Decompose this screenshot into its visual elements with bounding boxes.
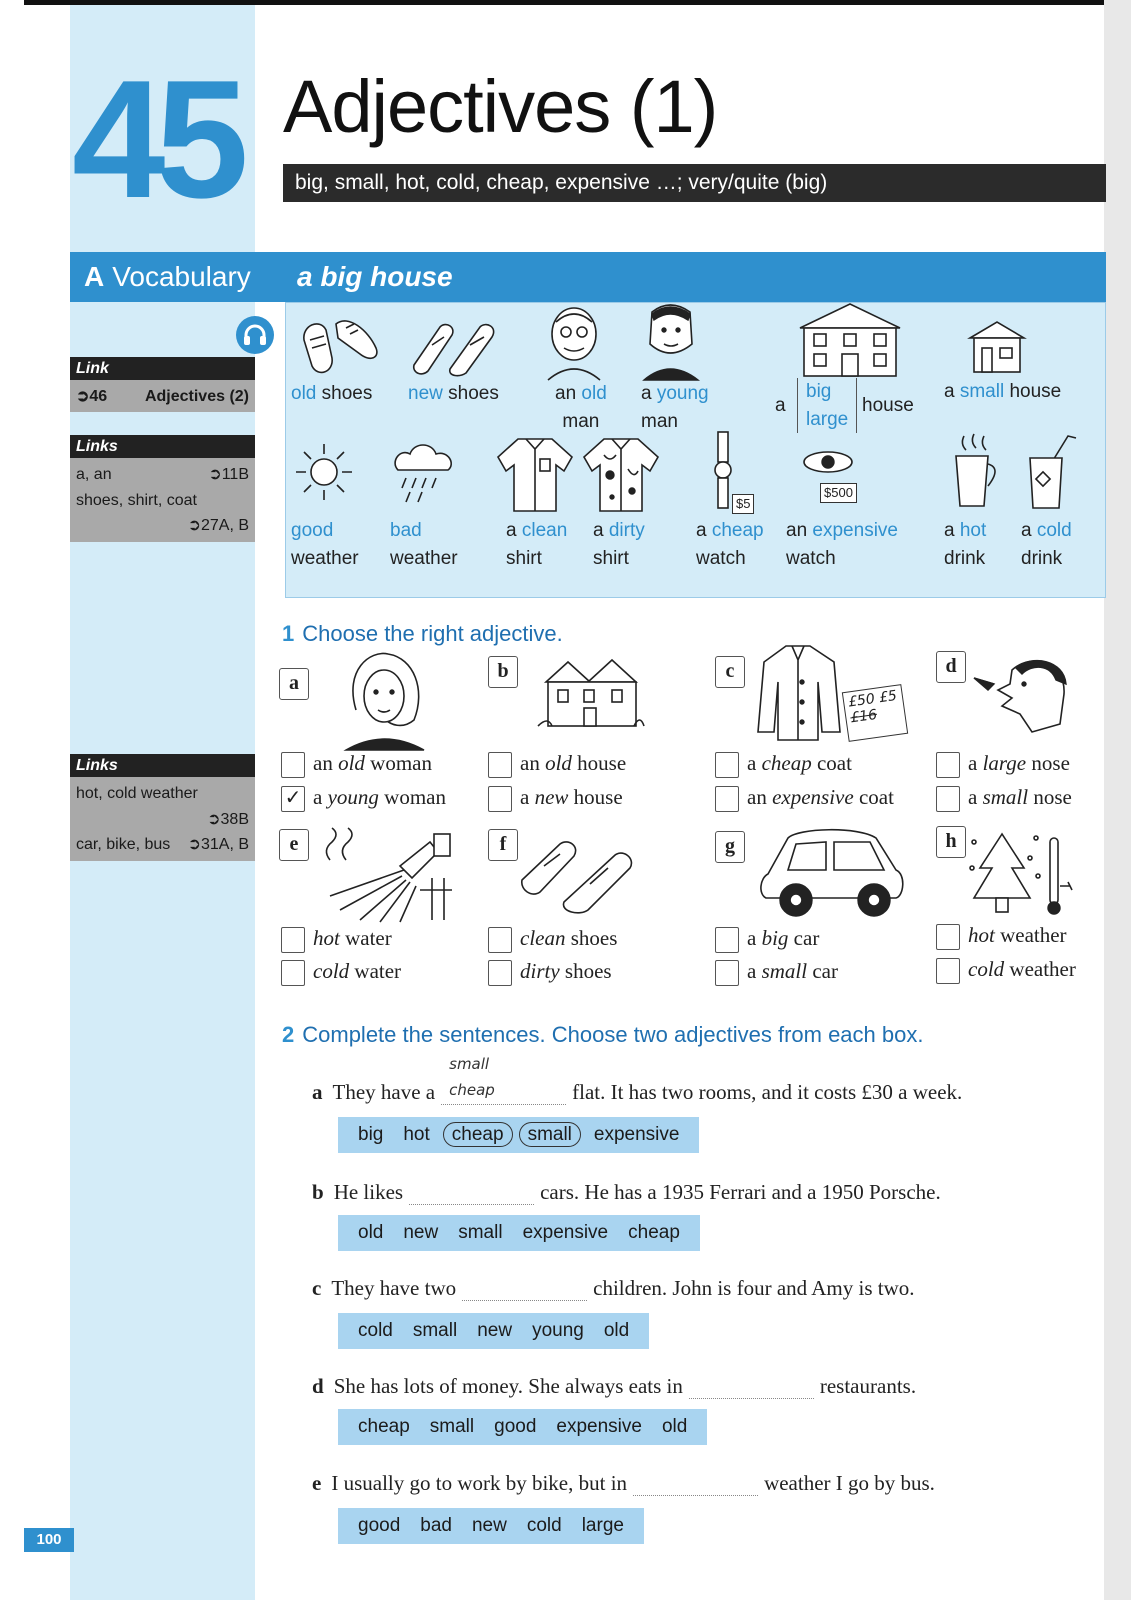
link-target-text: 31A, B [200, 836, 249, 854]
sentence-end: children. John is four and Amy is two. [593, 1276, 915, 1300]
expensive-watch-image [802, 448, 858, 484]
noun: house [577, 751, 627, 775]
adjective: big [761, 926, 789, 950]
noun: weather [1009, 957, 1076, 981]
adjective: clean [521, 520, 568, 541]
checkbox[interactable] [936, 786, 960, 812]
coat-price-tag [842, 684, 908, 742]
link-ref: car, bike, bus [76, 836, 171, 854]
checkbox[interactable] [488, 927, 512, 953]
sentence-a [312, 1055, 963, 1105]
article: an [747, 785, 767, 809]
option-g2[interactable] [715, 958, 838, 986]
word-box-b [338, 1215, 700, 1251]
link-ref: hot, cold weather [76, 785, 198, 802]
checkbox[interactable] [488, 752, 512, 778]
link-box-weather[interactable] [70, 777, 255, 861]
article: a [506, 520, 517, 541]
word-option: large [581, 1515, 624, 1536]
adjective: large [982, 751, 1027, 775]
item-letter-c: c [715, 656, 745, 688]
word-box-d [338, 1409, 707, 1445]
article: a [944, 520, 955, 541]
word-option: young [532, 1320, 584, 1341]
vocab-clean-shirt [506, 517, 567, 572]
word-option: cold [358, 1320, 393, 1341]
adjective: small [982, 785, 1029, 809]
shoes-image [520, 834, 638, 914]
checkbox[interactable] [488, 786, 512, 812]
option-e2[interactable] [281, 958, 401, 986]
small-house-image [966, 320, 1028, 374]
checkbox[interactable] [936, 958, 960, 984]
word-box-e [338, 1508, 644, 1544]
word-option: cold [526, 1515, 562, 1536]
price-tag: $500 [820, 483, 857, 503]
coat-image [756, 642, 846, 742]
word-option: old [661, 1416, 688, 1437]
adjective: small [959, 381, 1005, 402]
sentence-start: They have a [332, 1080, 436, 1104]
exercise-2-heading [282, 1022, 923, 1048]
adjective: cheap [711, 520, 764, 541]
link-box-nouns[interactable] [70, 458, 255, 542]
clean-shirt-image [496, 435, 574, 515]
handwritten-answer: cheap [449, 1081, 495, 1099]
checkbox[interactable] [936, 924, 960, 950]
exercise-number: 2 [282, 1022, 295, 1047]
noun: watch [786, 547, 836, 569]
young-man-image [640, 300, 702, 380]
adjective: new [534, 785, 569, 809]
exercise-instruction: Complete the sentences. Choose two adjectives from each box. [302, 1022, 924, 1047]
arrow-icon: ➲ [208, 466, 222, 483]
article: a [747, 959, 757, 983]
adjective: expensive [772, 785, 854, 809]
item-letter-a: a [279, 668, 309, 700]
new-price: £50 [847, 690, 876, 711]
section-letter: A [84, 261, 105, 292]
noun: drink [1021, 547, 1063, 569]
price-tag: $5 [732, 494, 754, 514]
article: a [593, 520, 604, 541]
word-option: small [412, 1320, 458, 1341]
noun: shirt [506, 547, 542, 569]
arrow-icon: ➲ [76, 388, 90, 405]
arrow-icon: ➲ [187, 517, 201, 535]
word-box-c [338, 1313, 649, 1349]
vocab-house: house [862, 395, 914, 416]
noun: house [1009, 381, 1062, 402]
sentence-letter: b [312, 1180, 324, 1204]
word-option: bad [420, 1515, 452, 1536]
adjective: hot [968, 923, 995, 947]
section-name: Vocabulary [112, 261, 251, 292]
checkbox[interactable] [281, 752, 305, 778]
article: a [696, 520, 707, 541]
option-d1[interactable] [936, 750, 1070, 778]
unit-subtitle: big, small, hot, cold, cheap, expensive …; very/quite (big) [283, 164, 1106, 202]
option-f1[interactable] [488, 925, 617, 953]
checkbox[interactable] [281, 927, 305, 953]
sun-image [292, 440, 356, 504]
word-option: expensive [522, 1222, 609, 1243]
adjective: old [545, 751, 572, 775]
vocab-small-house [944, 378, 1061, 406]
sentence-end: restaurants. [819, 1374, 917, 1398]
links-heading: Links [70, 435, 255, 458]
vocab-dirty-shirt [593, 517, 645, 572]
item-letter-b: b [488, 656, 518, 688]
answer-blank[interactable] [633, 1468, 758, 1496]
sentence-letter: c [312, 1276, 322, 1300]
option-a1[interactable] [281, 750, 432, 778]
noun: shoes [570, 926, 618, 950]
sentence-start: I usually go to work by bike, but in [331, 1471, 628, 1495]
word-option: old [358, 1222, 384, 1243]
item-letter-g: g [715, 831, 745, 863]
noun: woman [384, 785, 446, 809]
option-f2[interactable] [488, 958, 612, 986]
link-ref: a, an [76, 466, 112, 483]
adjective: clean [520, 926, 566, 950]
noun: nose [1031, 751, 1070, 775]
word-option: cheap [628, 1222, 680, 1243]
adjective: cold [968, 957, 1005, 981]
adjective: small [761, 959, 808, 983]
noun: shoes [448, 383, 499, 404]
noun: car [793, 926, 820, 950]
sentence-letter: e [312, 1471, 322, 1495]
exercise-number: 1 [282, 621, 295, 646]
adjective: young [656, 383, 709, 404]
vocab-expensive-watch [786, 517, 898, 572]
link-heading: Link [70, 357, 255, 380]
noun: coat [816, 751, 852, 775]
sentence-b [312, 1177, 941, 1205]
link-ref: shoes, shirt, coat [76, 491, 197, 509]
vocab-big-large [797, 378, 857, 433]
vocab-old-man [555, 380, 607, 435]
word-option-circled: small [519, 1122, 581, 1147]
adjective: old [581, 383, 607, 404]
noun: weather [1000, 923, 1067, 947]
handwritten-answer: small [449, 1055, 490, 1073]
adjective: cheap [761, 751, 812, 775]
word-option-circled: cheap [443, 1122, 513, 1147]
noun: watch [696, 547, 746, 569]
word-option: new [477, 1320, 513, 1341]
item-letter-f: f [488, 829, 518, 861]
article: a [944, 381, 955, 402]
option-b1[interactable] [488, 750, 626, 778]
headphones-icon[interactable] [236, 316, 274, 354]
exercise-1-heading [282, 621, 563, 647]
adjective: hot [313, 926, 340, 950]
checkbox-checked[interactable]: ✓ [281, 786, 305, 812]
word-option: hot [403, 1124, 430, 1145]
article: a [968, 785, 978, 809]
option-b2[interactable] [488, 784, 623, 812]
checkbox[interactable] [281, 960, 305, 986]
checkbox[interactable] [488, 960, 512, 986]
link-target: 38B [220, 810, 249, 828]
word-option: expensive [593, 1124, 680, 1145]
adjective: old [338, 751, 365, 775]
adjective: expensive [812, 520, 898, 541]
adjective: young [327, 785, 379, 809]
exercise-instruction: Choose the right adjective. [302, 621, 563, 646]
noun: water [354, 959, 402, 983]
page-spine [1104, 0, 1131, 1600]
extra-price: £5 [878, 687, 898, 707]
noun: drink [944, 547, 986, 569]
noun: weather [291, 547, 359, 569]
checkbox[interactable] [715, 927, 739, 953]
noun: car [812, 959, 838, 983]
article: an [786, 520, 808, 541]
vocab-hot-drink [944, 517, 986, 572]
adjective: dirty [520, 959, 560, 983]
link-box-adjectives[interactable] [70, 380, 255, 412]
article: a [968, 751, 978, 775]
option-h1[interactable] [936, 922, 1067, 950]
links-heading: Links [70, 754, 255, 777]
page-number: 100 [24, 1528, 74, 1552]
noun: shoes [564, 959, 612, 983]
word-option: good [358, 1515, 401, 1536]
noun: house [573, 785, 623, 809]
answer-blank[interactable] [462, 1273, 587, 1301]
sentence-start: They have two [331, 1276, 457, 1300]
article: a [641, 383, 652, 404]
link-target-text: 11B [221, 466, 249, 483]
adjective: big [806, 381, 832, 402]
word-option: new [471, 1515, 507, 1536]
article: an [313, 751, 333, 775]
link-target [208, 462, 249, 488]
word-option: big [358, 1124, 384, 1145]
adjective: cold [313, 959, 350, 983]
word-option: expensive [556, 1416, 642, 1437]
article: an [555, 383, 577, 404]
word-option: old [603, 1320, 630, 1341]
noun: shoes [321, 383, 373, 404]
rain-cloud-image [390, 440, 458, 504]
vocab-cheap-watch [696, 517, 764, 572]
old-house-image [538, 656, 644, 728]
section-a-label [70, 252, 285, 302]
article: a [520, 785, 530, 809]
sentence-end: flat. It has two rooms, and it costs £30 a week. [572, 1080, 963, 1104]
new-shoes-image [410, 315, 502, 375]
noun: water [345, 926, 392, 950]
vocab-good-weather [291, 517, 359, 572]
checkbox[interactable] [715, 786, 739, 812]
article: a [1021, 520, 1032, 541]
option-d2[interactable] [936, 784, 1072, 812]
adjective: dirty [608, 520, 645, 541]
sentence-c [312, 1273, 915, 1301]
unit-number: 45 [72, 45, 239, 233]
sentence-letter: d [312, 1374, 324, 1398]
option-c2[interactable] [715, 784, 894, 812]
car-image [758, 824, 908, 916]
old-price: £16 [849, 706, 879, 727]
article: a [313, 785, 323, 809]
adjective: cold [1036, 520, 1072, 541]
sentence-end: weather I go by bus. [764, 1471, 935, 1495]
vocab-article: a [775, 395, 786, 416]
answer-blank[interactable] [409, 1177, 534, 1205]
noun: man [562, 410, 600, 432]
sentence-start: He likes [333, 1180, 404, 1204]
word-option: good [494, 1416, 537, 1437]
option-g1[interactable] [715, 925, 819, 953]
sentence-letter: a [312, 1080, 323, 1104]
word-box-a [338, 1117, 699, 1153]
link-target: Adjectives (2) [144, 388, 249, 405]
big-house-image [790, 300, 910, 380]
noun: shirt [593, 547, 629, 569]
sentence-e [312, 1468, 935, 1496]
vocab-young-man [641, 380, 709, 435]
adjective: large [806, 408, 849, 430]
adjective: good [291, 520, 334, 541]
unit-title: Adjectives (1) [283, 65, 718, 148]
option-c1[interactable] [715, 750, 852, 778]
noun: man [641, 410, 678, 432]
checkbox[interactable] [936, 752, 960, 778]
adjective: old [291, 383, 317, 404]
item-letter-e: e [279, 829, 309, 861]
shower-image [320, 830, 460, 920]
checkbox[interactable] [715, 752, 739, 778]
sentence-d [312, 1371, 916, 1399]
link-ref: 46 [89, 388, 108, 405]
noun: weather [390, 547, 458, 569]
vocab-cold-drink [1021, 517, 1072, 572]
nose-profile-image [972, 654, 1072, 736]
article: a [747, 926, 757, 950]
word-option: cheap [358, 1416, 410, 1437]
noun: woman [370, 751, 432, 775]
vocab-old-shoes [291, 380, 372, 408]
answer-blank[interactable] [689, 1371, 814, 1399]
adjective: new [408, 383, 443, 404]
link-target [188, 832, 249, 858]
dirty-shirt-image [582, 435, 660, 515]
snow-thermometer-image [968, 828, 1078, 920]
adjective: bad [390, 520, 422, 541]
option-a2[interactable] [281, 784, 446, 812]
sentence-end: cars. He has a 1935 Ferrari and a 1950 Porsche. [540, 1180, 941, 1204]
cold-drink-image [1022, 432, 1078, 512]
arrow-icon: ➲ [207, 810, 221, 828]
sentence-start: She has lots of money. She always eats in [333, 1374, 683, 1398]
answer-blank[interactable] [441, 1055, 566, 1105]
word-option: new [403, 1222, 439, 1243]
adjective: hot [959, 520, 987, 541]
item-letter-d: d [936, 651, 966, 683]
option-h2[interactable] [936, 956, 1076, 984]
section-a-title: a big house [285, 252, 1106, 302]
option-e1[interactable] [281, 925, 392, 953]
word-option: small [429, 1416, 475, 1437]
old-man-image [540, 302, 608, 380]
vocab-new-shoes [408, 380, 499, 408]
noun: coat [858, 785, 894, 809]
old-shoes-image [298, 310, 382, 380]
article: a [747, 751, 757, 775]
word-option: small [458, 1222, 503, 1243]
checkbox[interactable] [715, 960, 739, 986]
arrow-icon: ➲ [187, 836, 201, 854]
young-woman-image [340, 650, 430, 750]
item-letter-h: h [936, 826, 966, 858]
vocab-bad-weather [390, 517, 458, 572]
article: an [520, 751, 540, 775]
noun: nose [1033, 785, 1072, 809]
hot-drink-image [948, 432, 1004, 512]
link-target: 27A, B [200, 517, 249, 535]
